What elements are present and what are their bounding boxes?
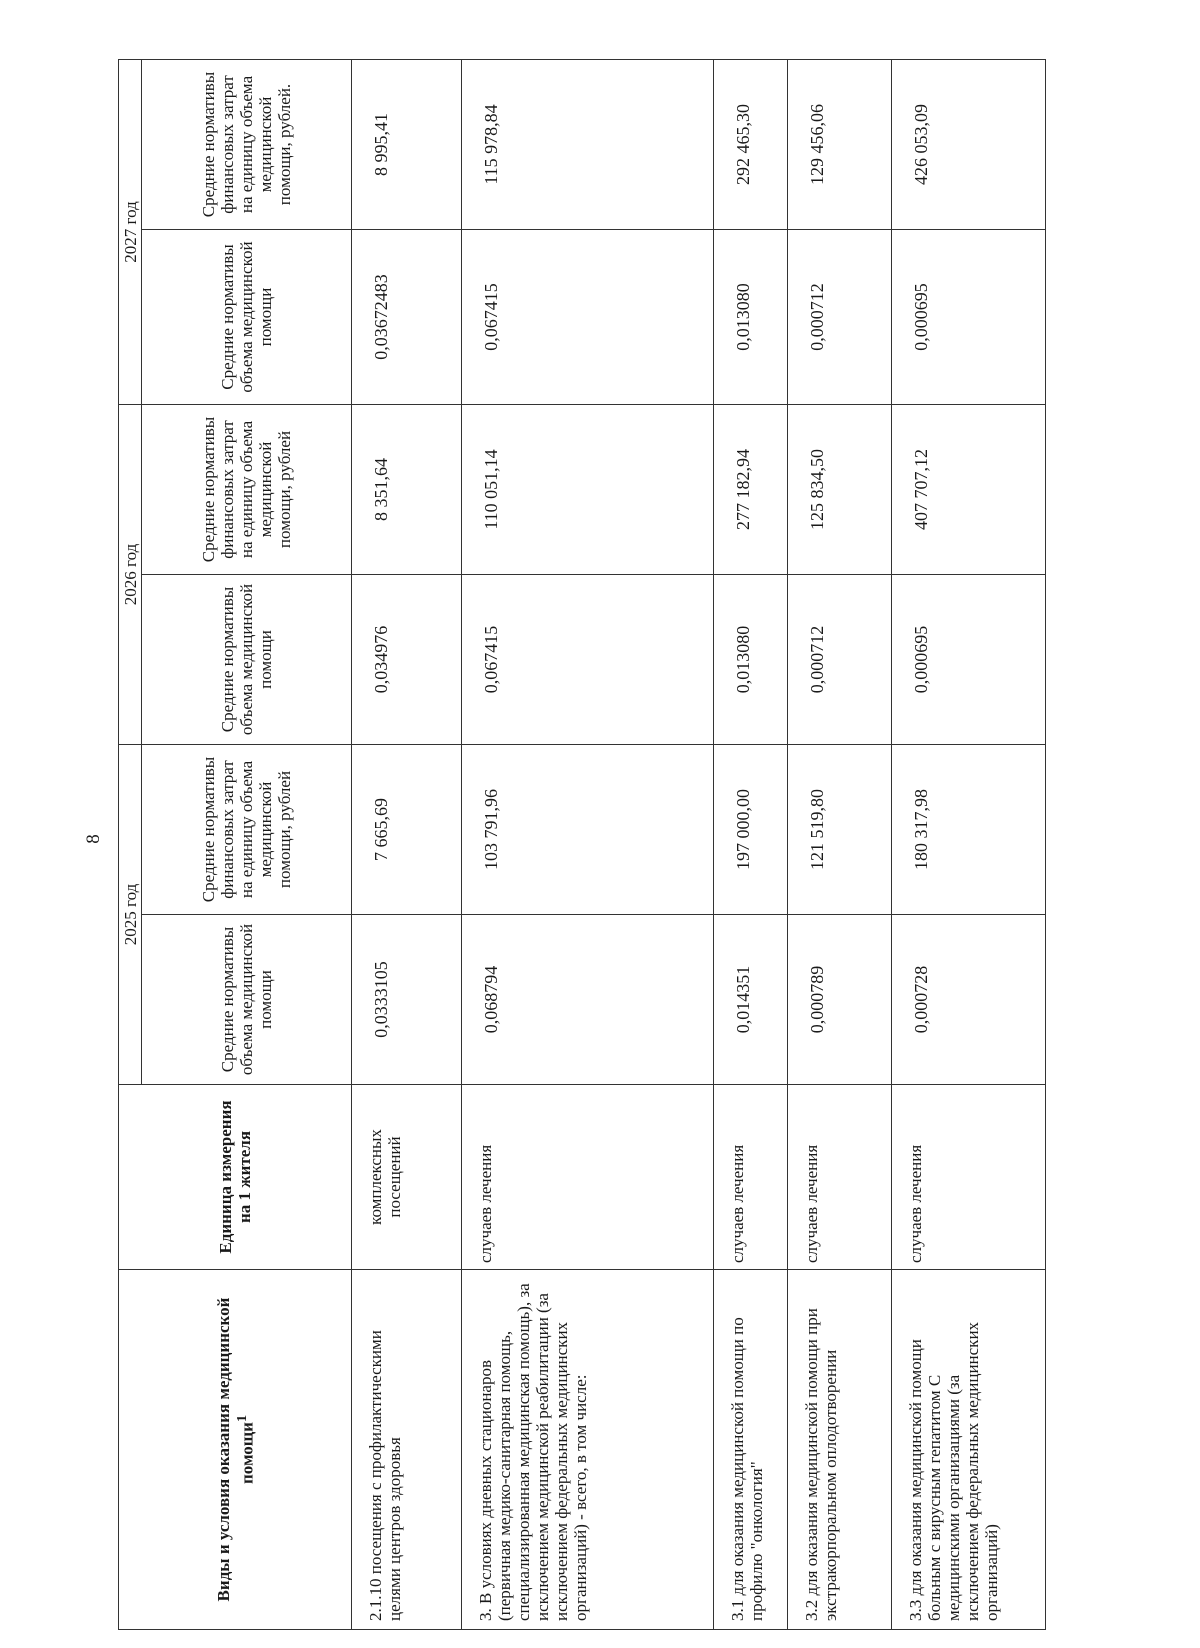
row-vol-2027: 0,013080 (714, 230, 788, 405)
row-fin-2027: 129 456,06 (787, 60, 891, 230)
norms-table (118, 59, 1046, 1630)
header-fin-2026: Средние нормативы финансовых затрат на единицу объема медицинской помощи, рублей (142, 405, 352, 575)
row-vol-2027: 0,000695 (892, 230, 1046, 405)
header-unit-cell: Единица измерения на 1 жителя (119, 1085, 352, 1270)
row-unit: случаев лечения (787, 1085, 891, 1270)
header-vol-2027: Средние нормативы объема медицинской помощи (142, 230, 352, 405)
table-row (892, 60, 1046, 1630)
row-fin-2026: 277 182,94 (714, 405, 788, 575)
row-vol-2025: 0,068794 (461, 915, 714, 1085)
header-type-label: Виды и условия оказания медицинской помощи (213, 1297, 257, 1602)
header-year-2025: 2025 год (119, 745, 142, 1085)
row-vol-2026: 0,067415 (461, 575, 714, 745)
header-type-cell (119, 1270, 352, 1630)
row-type: 3.2 для оказания медицинской помощи при экстракорпоральном оплодотворении (787, 1270, 891, 1630)
header-vol-2025: Средние нормативы объема медицинской помощи (142, 915, 352, 1085)
table-row (461, 60, 714, 1630)
row-unit: случаев лечения (714, 1085, 788, 1270)
header-fin-2025: Средние нормативы финансовых затрат на единицу объема медицинской помощи, рублей (142, 745, 352, 915)
row-vol-2025: 0,000789 (787, 915, 891, 1085)
row-type: 3. В условиях дневных стационаров (первичная медико-санитарная помощь, специализированная медицинская помощь), за исключением медицинской реабилитации (за исключением федеральных медицинских организаций) - всего, в том числе: (461, 1270, 714, 1630)
row-unit: случаев лечения (461, 1085, 714, 1270)
row-fin-2027: 426 053,09 (892, 60, 1046, 230)
header-fin-2027: Средние нормативы финансовых затрат на единицу объема медицинской помощи, рублей. (142, 60, 352, 230)
table-row (714, 60, 788, 1630)
rotated-table-container (118, 60, 1046, 1630)
row-type: 3.3 для оказания медицинской помощи больным с вирусным гепатитом С медицинскими организациями (за исключением федеральных медицинских организаций) (892, 1270, 1046, 1630)
page-number: 8 (83, 834, 104, 844)
row-vol-2027: 0,067415 (461, 230, 714, 405)
row-vol-2026: 0,000695 (892, 575, 1046, 745)
table-row (787, 60, 891, 1630)
header-type-footnote: 1 (233, 1414, 250, 1423)
row-fin-2025: 121 519,80 (787, 745, 891, 915)
row-vol-2027: 0,000712 (787, 230, 891, 405)
table-row (352, 60, 462, 1630)
row-fin-2027: 8 995,41 (352, 60, 462, 230)
row-vol-2026: 0,000712 (787, 575, 891, 745)
row-fin-2026: 125 834,50 (787, 405, 891, 575)
row-type: 2.1.10 посещения с профилактическими целями центров здоровья (352, 1270, 462, 1630)
row-vol-2025: 0,0333105 (352, 915, 462, 1085)
row-vol-2026: 0,034976 (352, 575, 462, 745)
row-unit: комплексных посещений (352, 1085, 462, 1270)
header-year-row (119, 60, 142, 1630)
row-vol-2025: 0,000728 (892, 915, 1046, 1085)
row-fin-2026: 8 351,64 (352, 405, 462, 575)
row-fin-2026: 407 707,12 (892, 405, 1046, 575)
header-vol-2026: Средние нормативы объема медицинской помощи (142, 575, 352, 745)
row-unit: случаев лечения (892, 1085, 1046, 1270)
header-year-2026: 2026 год (119, 405, 142, 745)
row-type: 3.1 для оказания медицинской помощи по профилю "онкология" (714, 1270, 788, 1630)
row-fin-2025: 197 000,00 (714, 745, 788, 915)
row-fin-2027: 292 465,30 (714, 60, 788, 230)
row-vol-2026: 0,013080 (714, 575, 788, 745)
row-fin-2026: 110 051,14 (461, 405, 714, 575)
row-fin-2025: 7 665,69 (352, 745, 462, 915)
row-fin-2025: 103 791,96 (461, 745, 714, 915)
row-fin-2025: 180 317,98 (892, 745, 1046, 915)
row-fin-2027: 115 978,84 (461, 60, 714, 230)
row-vol-2025: 0,014351 (714, 915, 788, 1085)
row-vol-2027: 0,03672483 (352, 230, 462, 405)
header-year-2027: 2027 год (119, 60, 142, 405)
